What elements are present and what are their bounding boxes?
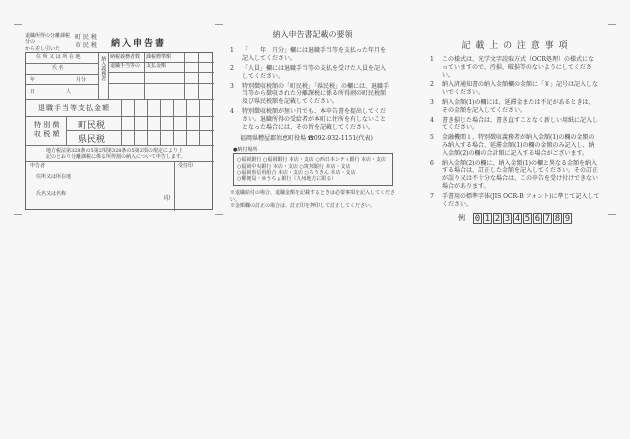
- instructions-title: 納入申告書記載の要領: [272, 30, 353, 39]
- tax-kind: 町 民 税 市 民 税: [75, 34, 97, 49]
- date-year: 年: [30, 77, 36, 83]
- crop-mark: [14, 214, 22, 215]
- bank-line: ○郵便局・ゆうちょ銀行（九州地方に限る）: [237, 176, 337, 183]
- note-item: 2 納入済通知書の納入金額欄の金額に「￥」記号は記入しないでください。: [430, 81, 599, 97]
- form-body: [25, 52, 213, 210]
- special-tax-label: 特 別 徴 収 税 額: [34, 121, 60, 139]
- bank-line: ○福岡県信用組合 本店・支店 ○ろうきん 本店・支店: [237, 169, 356, 176]
- footnotes: ※退職給付の場合、退職金額を記載するときは必要事項を記入してください。 ※金額欄の訂正の場合は、訂正印を押印して訂正してください。: [230, 190, 396, 209]
- instructions-section: [230, 30, 395, 209]
- ocr-example: [458, 213, 600, 224]
- receipt-stamp-label: 受付印: [178, 163, 194, 169]
- name-label: 氏 名: [52, 65, 64, 71]
- example-label: 例: [458, 214, 465, 223]
- crop-mark: [608, 24, 616, 25]
- contact-info: 福岡県糟屋郡須恵町役場 ☎092-932-1151(代表): [240, 135, 373, 143]
- amount-grid: [108, 99, 214, 145]
- tax-return-form: [25, 33, 215, 211]
- instruction-item: 4 特別徴収税額が無い月でも、本申告書を提出してください。退職所得の受給者が本町に住所を有しないこととなった場合には、その旨を記載してください。: [230, 107, 387, 131]
- payment-places-box: [233, 153, 393, 186]
- example-digit: 7: [544, 214, 551, 225]
- col-taxpayers: 納税義務者数: [110, 54, 141, 60]
- crop-mark: [14, 24, 22, 25]
- note-item: 4 書き損じた場合は、書き直すことなく新しい用紙に記入してください。: [430, 116, 599, 132]
- side-label: 納入義務者: [100, 56, 107, 81]
- instruction-item: 1 「 年 月分」欄には退職手当等を支払った年月を記入してください。: [230, 47, 387, 63]
- example-digit: 0: [474, 214, 481, 225]
- reporter-label: 申告者: [30, 163, 46, 169]
- seal-mark: 印: [164, 195, 171, 202]
- pref-tax-label: 県民税: [78, 135, 106, 145]
- row-payment-amount: 退職手当等支払金額: [38, 104, 110, 112]
- example-digit: 1: [484, 214, 491, 225]
- sub-col-2: 支払金額: [146, 63, 167, 69]
- bank-line: ○福岡銀行 ○福岡銀行 本店・支店 ○西日本シティ銀行 本店・支店: [237, 157, 387, 164]
- example-digit: 9: [564, 214, 571, 225]
- note-item: 3 納入金額(1)の欄には、延滞金または不足があるときは、その金額を記入してください。: [430, 98, 595, 114]
- banks-title: ●納付場所: [233, 147, 258, 154]
- example-digit: 6: [534, 214, 541, 225]
- crop-mark: [215, 214, 223, 215]
- col-tax-base: 課税標準額: [146, 54, 172, 60]
- example-digit: 5: [524, 214, 531, 225]
- form-title: 納入申告書: [111, 39, 167, 49]
- address-label: 住所又は所在地: [36, 174, 72, 180]
- crop-mark: [608, 214, 616, 215]
- notes-section: [430, 38, 600, 224]
- notes-title: 記 載 上 の 注 意 事 項: [461, 41, 569, 51]
- note-item: 5 金融機関１、特別徴収義務者が納入金額(1)の欄の金額のみ納入する場合、延滞金額(1)の欄の金額のみ記入し、納入金額(2)の欄の合計額に記入する場合がございます。: [430, 134, 595, 157]
- note-item: 7 手書用の標準字体(JIS OCR-B フォント)に準じて記入してください。: [430, 192, 600, 208]
- note-item: 6 納入金額(2)の欄に、納入金額(1)の欄と異なる金額を納入する場合は、訂正した金額を記入してください。その訂正が誤り又は不十分な場合は、この申告を受け付けできない場合があります。: [430, 159, 599, 190]
- instruction-item: 2 「人員」欄には退職手当等の支払を受けた人員を記入してください。: [230, 64, 387, 80]
- instruction-item: 3 特別徴収税額の「町民税」「県民税」の欄には、退職手当等から徴収された分離課税に係る所得割の町民税額及び県民税額を記載してください。: [230, 82, 390, 106]
- people-count: 人: [66, 89, 72, 95]
- example-digit: 3: [504, 214, 511, 225]
- note-item: 1 この様式は、光学文字読取方式（OCR処理）の様式になっていますので、汚損、破損等のないようにしてください。: [430, 56, 595, 79]
- example-digit: 8: [554, 214, 561, 225]
- bank-line: ○福岡中央銀行 本店・支店 ○筑邦銀行 本店・支店: [237, 163, 351, 170]
- crop-mark: [215, 24, 223, 25]
- city-tax-label: 町民税: [78, 121, 106, 131]
- legal-note: 地方税法第328条の5第2項第328条の5第2項の規定により上記のとおり分離課税に係る所得割の納入について申告します。: [46, 148, 186, 161]
- example-digit: 2: [494, 214, 501, 225]
- addr-label: 住 所 又 は 所 在 地: [36, 54, 81, 60]
- payer-note: 退職所得の分離課税分の から差し引いた: [25, 33, 71, 52]
- example-digit: 4: [514, 214, 521, 225]
- date-day: 日: [30, 89, 36, 95]
- sub-col-1: 退職手当等の: [110, 63, 141, 69]
- date-month: 月分: [76, 77, 87, 83]
- company-label: 氏名又は名称: [36, 191, 67, 197]
